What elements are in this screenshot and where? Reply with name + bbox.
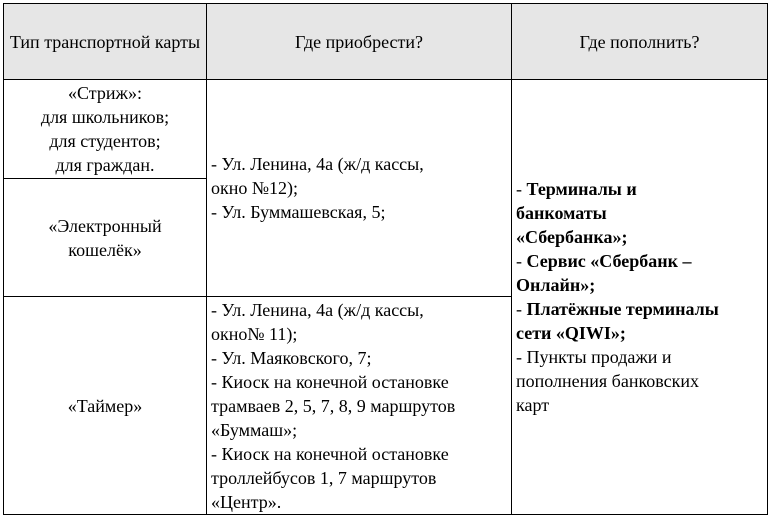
header-where-buy: Где приобрести? (207, 4, 512, 80)
buy-b-line-2: окно№ 11); (211, 323, 298, 344)
refill-line-1: - Терминалы и (516, 179, 637, 199)
refill-line-5: Онлайн»; (516, 275, 596, 295)
refill-line-8: - Пункты продажи и (516, 347, 672, 367)
refill-line-3: «Сбербанка»; (516, 227, 628, 247)
refill-line-7: сети «QIWI»; (516, 323, 626, 343)
strizh-title: «Стриж»: (68, 83, 142, 103)
transport-cards-table (3, 3, 768, 515)
refill-line-4: - Сервис «Сбербанк – (516, 251, 692, 271)
buy-a-line-2: окно №12); (211, 178, 299, 198)
buy-b-line-1: - Ул. Ленина, 4а (ж/д кассы, (211, 299, 424, 320)
cell-timer: «Таймер» (4, 297, 207, 515)
refill-line-6: - Платёжные терминалы (516, 299, 719, 319)
refill-line-9: пополнения банковских (516, 371, 700, 391)
buy-b-line-6: «Буммаш»; (211, 419, 298, 440)
buy-b-line-3: - Ул. Маяковского, 7; (211, 347, 372, 368)
buy-b-line-9: «Центр». (211, 491, 282, 512)
wallet-line-1: «Электронный (48, 215, 162, 236)
refill-line-2: банкоматы (516, 203, 607, 223)
cell-buy-a (207, 80, 512, 297)
cell-wallet (4, 179, 207, 297)
cell-strizh (4, 80, 207, 179)
strizh-schoolchildren: для школьников; (40, 107, 170, 127)
buy-b-line-4: - Киоск на конечной остановке (211, 371, 449, 392)
cell-buy-b (207, 297, 512, 515)
strizh-citizens: для граждан. (55, 155, 155, 175)
cell-refill (512, 80, 768, 515)
header-row (4, 4, 768, 80)
header-card-type: Тип транспортной карты (4, 4, 207, 80)
buy-b-line-7: - Киоск на конечной остановке (211, 443, 449, 464)
row-strizh (4, 80, 768, 179)
strizh-students: для студентов; (49, 131, 161, 151)
wallet-line-2: кошелёк» (68, 239, 142, 260)
buy-a-line-1: - Ул. Ленина, 4а (ж/д кассы, (211, 154, 424, 174)
header-where-refill: Где пополнить? (512, 4, 768, 80)
buy-b-line-8: троллейбусов 1, 7 маршрутов (211, 467, 437, 488)
buy-b-line-5: трамваев 2, 5, 7, 8, 9 маршрутов (211, 395, 456, 416)
buy-a-line-3: - Ул. Буммашевская, 5; (211, 202, 386, 222)
refill-line-10: карт (516, 395, 550, 415)
